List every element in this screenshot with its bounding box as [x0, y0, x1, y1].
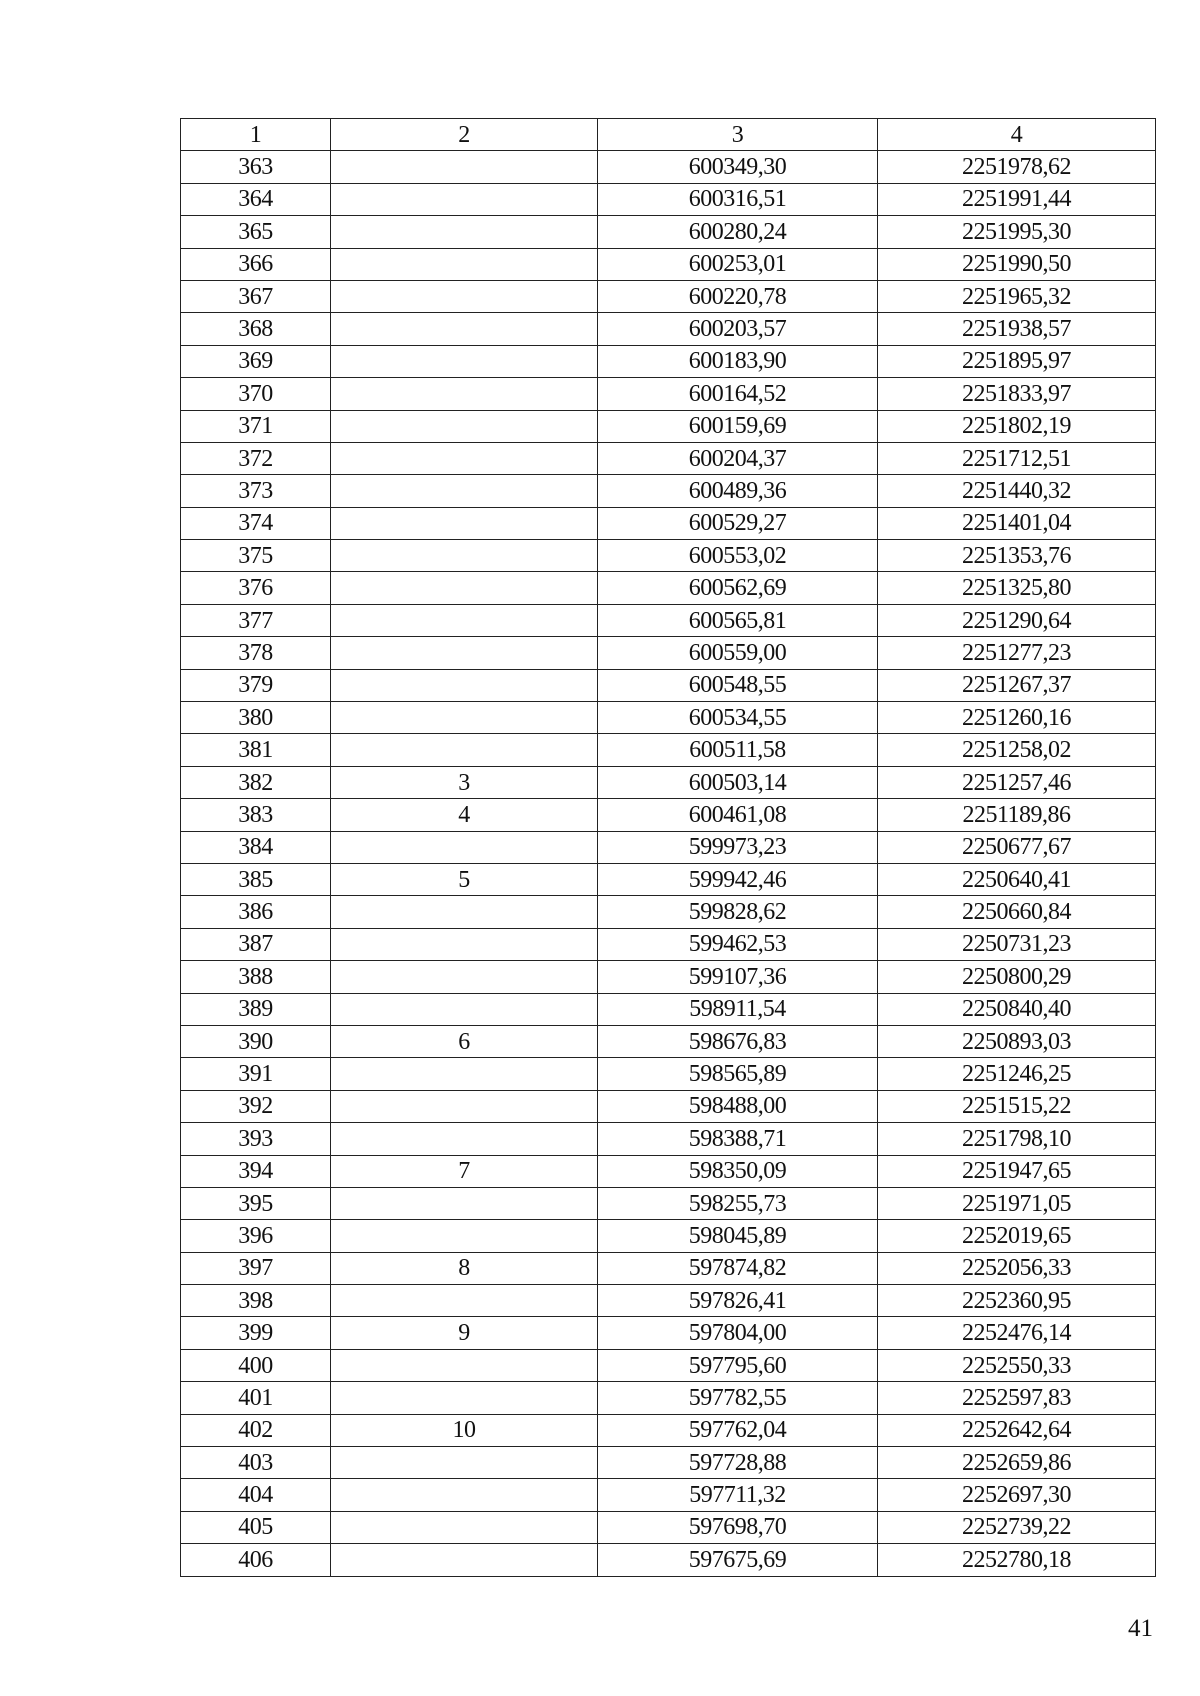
x-coordinate-cell: 600183,90 [598, 345, 878, 377]
vertex-number-cell: 3 [331, 766, 598, 798]
vertex-number-cell [331, 669, 598, 701]
point-number-cell: 400 [181, 1349, 331, 1381]
vertex-number-cell [331, 345, 598, 377]
x-coordinate-cell: 599973,23 [598, 831, 878, 863]
vertex-number-cell: 8 [331, 1252, 598, 1284]
y-coordinate-cell: 2252360,95 [878, 1285, 1156, 1317]
point-number-cell: 363 [181, 151, 331, 183]
vertex-number-cell [331, 1349, 598, 1381]
point-number-cell: 376 [181, 572, 331, 604]
point-number-cell: 379 [181, 669, 331, 701]
point-number-cell: 371 [181, 410, 331, 442]
point-number-cell: 378 [181, 637, 331, 669]
y-coordinate-cell: 2250800,29 [878, 961, 1156, 993]
point-number-cell: 390 [181, 1025, 331, 1057]
table-row [181, 1447, 1156, 1479]
vertex-number-cell [331, 280, 598, 312]
y-coordinate-cell: 2251257,46 [878, 766, 1156, 798]
table-row [181, 669, 1156, 701]
vertex-number-cell [331, 183, 598, 215]
x-coordinate-cell: 600559,00 [598, 637, 878, 669]
point-number-cell: 401 [181, 1382, 331, 1414]
x-coordinate-cell: 598388,71 [598, 1123, 878, 1155]
table-row [181, 1349, 1156, 1381]
table-row [181, 280, 1156, 312]
y-coordinate-cell: 2252597,83 [878, 1382, 1156, 1414]
point-number-cell: 396 [181, 1220, 331, 1252]
y-coordinate-cell: 2251802,19 [878, 410, 1156, 442]
table-row [181, 799, 1156, 831]
table-row [181, 1414, 1156, 1446]
point-number-cell: 398 [181, 1285, 331, 1317]
table-row [181, 1123, 1156, 1155]
y-coordinate-cell: 2251938,57 [878, 313, 1156, 345]
y-coordinate-cell: 2251277,23 [878, 637, 1156, 669]
x-coordinate-cell: 600203,57 [598, 313, 878, 345]
y-coordinate-cell: 2251971,05 [878, 1187, 1156, 1219]
point-number-cell: 365 [181, 216, 331, 248]
vertex-number-cell [331, 313, 598, 345]
point-number-cell: 373 [181, 475, 331, 507]
x-coordinate-cell: 600461,08 [598, 799, 878, 831]
y-coordinate-cell: 2251895,97 [878, 345, 1156, 377]
vertex-number-cell [331, 410, 598, 442]
table-row [181, 507, 1156, 539]
y-coordinate-cell: 2251260,16 [878, 702, 1156, 734]
table-row [181, 863, 1156, 895]
vertex-number-cell [331, 1447, 598, 1479]
table-row [181, 766, 1156, 798]
y-coordinate-cell: 2251290,64 [878, 604, 1156, 636]
vertex-number-cell: 7 [331, 1155, 598, 1187]
page-number: 41 [1128, 1615, 1153, 1642]
point-number-cell: 387 [181, 928, 331, 960]
x-coordinate-cell: 600349,30 [598, 151, 878, 183]
table-row [181, 928, 1156, 960]
x-coordinate-cell: 600159,69 [598, 410, 878, 442]
x-coordinate-cell: 599942,46 [598, 863, 878, 895]
point-number-cell: 391 [181, 1058, 331, 1090]
point-number-cell: 399 [181, 1317, 331, 1349]
point-number-cell: 366 [181, 248, 331, 280]
table-row [181, 1090, 1156, 1122]
table-row [181, 216, 1156, 248]
vertex-number-cell [331, 831, 598, 863]
vertex-number-cell: 9 [331, 1317, 598, 1349]
x-coordinate-cell: 597711,32 [598, 1479, 878, 1511]
x-coordinate-cell: 597874,82 [598, 1252, 878, 1284]
y-coordinate-cell: 2250731,23 [878, 928, 1156, 960]
table-row [181, 410, 1156, 442]
point-number-cell: 367 [181, 280, 331, 312]
x-coordinate-cell: 598676,83 [598, 1025, 878, 1057]
x-coordinate-cell: 600553,02 [598, 540, 878, 572]
y-coordinate-cell: 2250677,67 [878, 831, 1156, 863]
y-coordinate-cell: 2250640,41 [878, 863, 1156, 895]
x-coordinate-cell: 599828,62 [598, 896, 878, 928]
y-coordinate-cell: 2251712,51 [878, 442, 1156, 474]
x-coordinate-cell: 598565,89 [598, 1058, 878, 1090]
column-header-4: 4 [878, 119, 1156, 151]
table-header [181, 119, 1156, 151]
x-coordinate-cell: 598255,73 [598, 1187, 878, 1219]
vertex-number-cell [331, 1544, 598, 1576]
table-row [181, 961, 1156, 993]
y-coordinate-cell: 2251353,76 [878, 540, 1156, 572]
point-number-cell: 403 [181, 1447, 331, 1479]
x-coordinate-cell: 597728,88 [598, 1447, 878, 1479]
vertex-number-cell [331, 637, 598, 669]
y-coordinate-cell: 2251995,30 [878, 216, 1156, 248]
x-coordinate-cell: 600565,81 [598, 604, 878, 636]
y-coordinate-cell: 2251965,32 [878, 280, 1156, 312]
point-number-cell: 392 [181, 1090, 331, 1122]
header-row [181, 119, 1156, 151]
point-number-cell: 377 [181, 604, 331, 636]
x-coordinate-cell: 600280,24 [598, 216, 878, 248]
y-coordinate-cell: 2252056,33 [878, 1252, 1156, 1284]
table-row [181, 1511, 1156, 1543]
x-coordinate-cell: 600534,55 [598, 702, 878, 734]
vertex-number-cell [331, 896, 598, 928]
vertex-number-cell [331, 1382, 598, 1414]
table-row [181, 151, 1156, 183]
x-coordinate-cell: 600548,55 [598, 669, 878, 701]
table-row [181, 1058, 1156, 1090]
vertex-number-cell [331, 993, 598, 1025]
point-number-cell: 388 [181, 961, 331, 993]
table-row [181, 1544, 1156, 1576]
table-row [181, 313, 1156, 345]
vertex-number-cell [331, 1123, 598, 1155]
vertex-number-cell [331, 507, 598, 539]
vertex-number-cell [331, 1479, 598, 1511]
point-number-cell: 383 [181, 799, 331, 831]
point-number-cell: 368 [181, 313, 331, 345]
y-coordinate-cell: 2251990,50 [878, 248, 1156, 280]
y-coordinate-cell: 2251991,44 [878, 183, 1156, 215]
vertex-number-cell [331, 961, 598, 993]
table-row [181, 540, 1156, 572]
y-coordinate-cell: 2252550,33 [878, 1349, 1156, 1381]
table-row [181, 1382, 1156, 1414]
y-coordinate-cell: 2252739,22 [878, 1511, 1156, 1543]
x-coordinate-cell: 600503,14 [598, 766, 878, 798]
y-coordinate-cell: 2251189,86 [878, 799, 1156, 831]
point-number-cell: 389 [181, 993, 331, 1025]
table-row [181, 1155, 1156, 1187]
vertex-number-cell [331, 702, 598, 734]
x-coordinate-cell: 598488,00 [598, 1090, 878, 1122]
table-row [181, 604, 1156, 636]
point-number-cell: 384 [181, 831, 331, 863]
vertex-number-cell [331, 928, 598, 960]
vertex-number-cell [331, 248, 598, 280]
table-body [181, 151, 1156, 1576]
x-coordinate-cell: 600253,01 [598, 248, 878, 280]
vertex-number-cell [331, 1285, 598, 1317]
table-row [181, 1220, 1156, 1252]
vertex-number-cell [331, 151, 598, 183]
x-coordinate-cell: 597675,69 [598, 1544, 878, 1576]
x-coordinate-cell: 599462,53 [598, 928, 878, 960]
vertex-number-cell [331, 604, 598, 636]
table-row [181, 993, 1156, 1025]
point-number-cell: 405 [181, 1511, 331, 1543]
point-number-cell: 381 [181, 734, 331, 766]
table-row [181, 1025, 1156, 1057]
y-coordinate-cell: 2252019,65 [878, 1220, 1156, 1252]
y-coordinate-cell: 2252642,64 [878, 1414, 1156, 1446]
coordinates-table [180, 118, 1156, 1577]
y-coordinate-cell: 2250893,03 [878, 1025, 1156, 1057]
vertex-number-cell [331, 734, 598, 766]
table-row [181, 702, 1156, 734]
y-coordinate-cell: 2251325,80 [878, 572, 1156, 604]
x-coordinate-cell: 600204,37 [598, 442, 878, 474]
column-header-2: 2 [331, 119, 598, 151]
y-coordinate-cell: 2251798,10 [878, 1123, 1156, 1155]
vertex-number-cell [331, 1511, 598, 1543]
x-coordinate-cell: 599107,36 [598, 961, 878, 993]
x-coordinate-cell: 597804,00 [598, 1317, 878, 1349]
table-row [181, 831, 1156, 863]
y-coordinate-cell: 2251515,22 [878, 1090, 1156, 1122]
point-number-cell: 370 [181, 378, 331, 410]
point-number-cell: 364 [181, 183, 331, 215]
point-number-cell: 395 [181, 1187, 331, 1219]
point-number-cell: 406 [181, 1544, 331, 1576]
x-coordinate-cell: 600489,36 [598, 475, 878, 507]
x-coordinate-cell: 600562,69 [598, 572, 878, 604]
vertex-number-cell [331, 442, 598, 474]
x-coordinate-cell: 597782,55 [598, 1382, 878, 1414]
x-coordinate-cell: 597826,41 [598, 1285, 878, 1317]
table-row [181, 248, 1156, 280]
vertex-number-cell [331, 1090, 598, 1122]
point-number-cell: 374 [181, 507, 331, 539]
vertex-number-cell [331, 1220, 598, 1252]
vertex-number-cell [331, 475, 598, 507]
y-coordinate-cell: 2251947,65 [878, 1155, 1156, 1187]
vertex-number-cell: 10 [331, 1414, 598, 1446]
table-row [181, 183, 1156, 215]
table-row [181, 442, 1156, 474]
x-coordinate-cell: 598350,09 [598, 1155, 878, 1187]
y-coordinate-cell: 2251440,32 [878, 475, 1156, 507]
point-number-cell: 397 [181, 1252, 331, 1284]
vertex-number-cell [331, 540, 598, 572]
x-coordinate-cell: 598045,89 [598, 1220, 878, 1252]
table-row [181, 1252, 1156, 1284]
y-coordinate-cell: 2251833,97 [878, 378, 1156, 410]
vertex-number-cell: 6 [331, 1025, 598, 1057]
point-number-cell: 372 [181, 442, 331, 474]
y-coordinate-cell: 2251258,02 [878, 734, 1156, 766]
point-number-cell: 380 [181, 702, 331, 734]
y-coordinate-cell: 2252697,30 [878, 1479, 1156, 1511]
vertex-number-cell: 5 [331, 863, 598, 895]
table-row [181, 734, 1156, 766]
y-coordinate-cell: 2251401,04 [878, 507, 1156, 539]
table-row [181, 1317, 1156, 1349]
table-row [181, 475, 1156, 507]
point-number-cell: 369 [181, 345, 331, 377]
table-row [181, 1285, 1156, 1317]
y-coordinate-cell: 2250840,40 [878, 993, 1156, 1025]
point-number-cell: 394 [181, 1155, 331, 1187]
x-coordinate-cell: 600511,58 [598, 734, 878, 766]
x-coordinate-cell: 600316,51 [598, 183, 878, 215]
x-coordinate-cell: 600164,52 [598, 378, 878, 410]
table-row [181, 1187, 1156, 1219]
y-coordinate-cell: 2251267,37 [878, 669, 1156, 701]
point-number-cell: 375 [181, 540, 331, 572]
point-number-cell: 382 [181, 766, 331, 798]
x-coordinate-cell: 597698,70 [598, 1511, 878, 1543]
x-coordinate-cell: 597795,60 [598, 1349, 878, 1381]
y-coordinate-cell: 2251246,25 [878, 1058, 1156, 1090]
x-coordinate-cell: 597762,04 [598, 1414, 878, 1446]
table-row [181, 345, 1156, 377]
point-number-cell: 385 [181, 863, 331, 895]
y-coordinate-cell: 2250660,84 [878, 896, 1156, 928]
y-coordinate-cell: 2252780,18 [878, 1544, 1156, 1576]
vertex-number-cell [331, 216, 598, 248]
table-row [181, 637, 1156, 669]
y-coordinate-cell: 2252659,86 [878, 1447, 1156, 1479]
vertex-number-cell: 4 [331, 799, 598, 831]
table-row [181, 896, 1156, 928]
x-coordinate-cell: 600529,27 [598, 507, 878, 539]
table-row [181, 572, 1156, 604]
vertex-number-cell [331, 1058, 598, 1090]
column-header-3: 3 [598, 119, 878, 151]
x-coordinate-cell: 600220,78 [598, 280, 878, 312]
point-number-cell: 393 [181, 1123, 331, 1155]
table-row [181, 378, 1156, 410]
vertex-number-cell [331, 572, 598, 604]
point-number-cell: 402 [181, 1414, 331, 1446]
y-coordinate-cell: 2252476,14 [878, 1317, 1156, 1349]
point-number-cell: 404 [181, 1479, 331, 1511]
table-row [181, 1479, 1156, 1511]
column-header-1: 1 [181, 119, 331, 151]
vertex-number-cell [331, 378, 598, 410]
point-number-cell: 386 [181, 896, 331, 928]
y-coordinate-cell: 2251978,62 [878, 151, 1156, 183]
vertex-number-cell [331, 1187, 598, 1219]
x-coordinate-cell: 598911,54 [598, 993, 878, 1025]
